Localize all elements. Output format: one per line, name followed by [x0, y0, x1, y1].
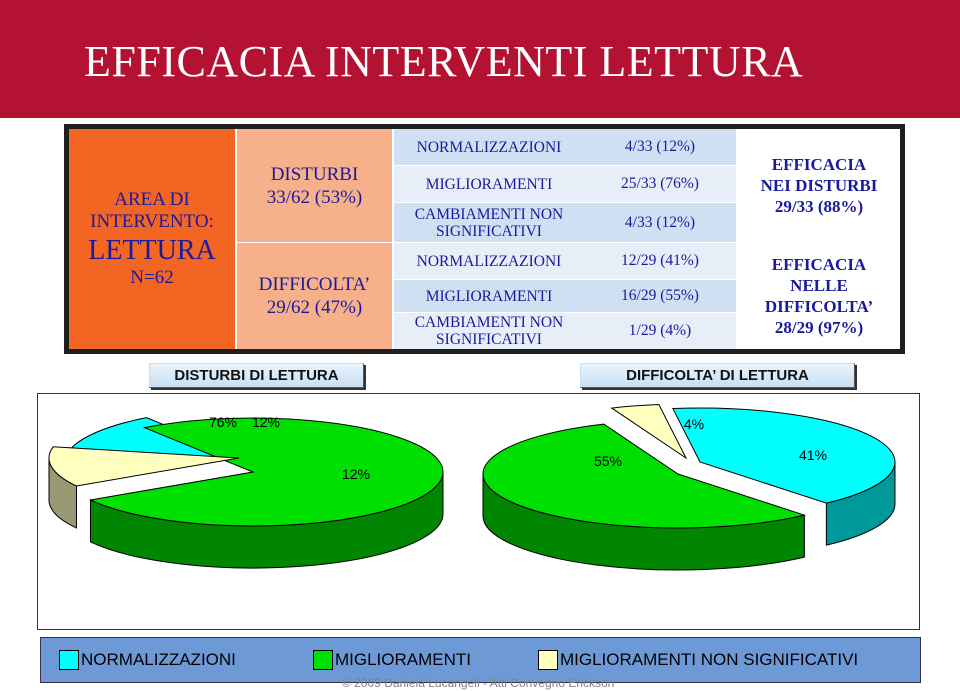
disturbi-name: DISTURBI	[270, 163, 359, 185]
efficacia-disturbi-line3: 29/33 (88%)	[774, 197, 864, 216]
efficacia-disturbi-line1: EFFICACIA	[771, 155, 867, 174]
legend-label: MIGLIORAMENTI NON SIGNIFICATIVI	[560, 650, 859, 669]
table-row	[394, 129, 736, 165]
row-value: 4/33 (12%)	[624, 138, 696, 155]
area-big-label: LETTURA	[88, 235, 216, 266]
pie-chart-1	[49, 414, 443, 568]
legend-label: MIGLIORAMENTI	[335, 650, 472, 669]
footer-credit: © 2009 Daniela Lucangeli - Atti Convegno Erickson	[342, 676, 615, 690]
efficacia-disturbi-cell	[738, 129, 900, 242]
disturbi-value: 33/62 (53%)	[266, 186, 363, 208]
area-n: N=62	[130, 267, 174, 288]
legend-item-non-significativi	[538, 650, 858, 670]
page-title: EFFICACIA INTERVENTI LETTURA	[84, 37, 804, 86]
pie-chart-2	[483, 405, 895, 570]
efficacia-difficolta-cell	[738, 243, 900, 349]
table-row	[394, 243, 736, 279]
row-value: 25/33 (76%)	[621, 175, 699, 192]
area-line1: AREA DI	[114, 189, 190, 210]
pie-slice-label: 12%	[251, 414, 281, 430]
title-bar	[0, 0, 960, 118]
results-table	[64, 124, 905, 354]
legend-label: NORMALIZZAZIONI	[81, 650, 236, 669]
difficolta-value: 29/62 (47%)	[266, 297, 363, 318]
efficacia-difficolta-line2: NELLE	[790, 276, 848, 295]
area-cell	[69, 129, 235, 349]
charts-area	[37, 393, 920, 630]
pie-slice-label: 41%	[798, 447, 828, 463]
pie-slice-label: 76%	[208, 414, 238, 430]
pie-slice-label: 12%	[341, 466, 371, 482]
difficolta-section-label: DIFFICOLTA’ DI LETTURA	[580, 363, 855, 388]
legend-item-normalizzazioni	[59, 650, 236, 670]
pie-slice-label: 4%	[683, 416, 705, 432]
efficacia-difficolta-line1: EFFICACIA	[771, 255, 867, 274]
row-label: NORMALIZZAZIONI	[416, 138, 562, 156]
legend-swatch	[59, 650, 79, 670]
table-row	[394, 280, 736, 312]
row-value: 1/29 (4%)	[628, 322, 692, 339]
area-line2: INTERVENTO:	[90, 211, 214, 232]
legend-swatch	[538, 650, 558, 670]
pie-slice-label: 55%	[593, 453, 623, 469]
difficolta-name: DIFFICOLTA’	[258, 274, 371, 295]
difficolta-cell	[237, 243, 392, 349]
table-row	[394, 166, 736, 202]
row-label: CAMBIAMENTI NON SIGNIFICATIVI	[414, 205, 564, 240]
table-row	[394, 203, 736, 242]
table-row	[394, 313, 736, 349]
row-value: 12/29 (41%)	[621, 252, 699, 269]
row-label: MIGLIORAMENTI	[425, 287, 553, 305]
efficacia-disturbi-line2: NEI DISTURBI	[760, 176, 878, 195]
efficacia-difficolta-line4: 28/29 (97%)	[774, 318, 864, 337]
row-value: 4/33 (12%)	[624, 213, 696, 231]
legend-item-miglioramenti	[313, 650, 471, 670]
pie-charts	[38, 394, 919, 629]
row-value: 16/29 (55%)	[621, 287, 699, 304]
disturbi-section-label: DISTURBI DI LETTURA	[149, 363, 364, 388]
row-label: NORMALIZZAZIONI	[416, 252, 562, 270]
disturbi-cell	[237, 129, 392, 242]
row-label: CAMBIAMENTI NON SIGNIFICATIVI	[414, 314, 564, 348]
efficacia-difficolta-line3: DIFFICOLTA’	[764, 297, 874, 316]
row-label: MIGLIORAMENTI	[425, 175, 553, 193]
legend-swatch	[313, 650, 333, 670]
